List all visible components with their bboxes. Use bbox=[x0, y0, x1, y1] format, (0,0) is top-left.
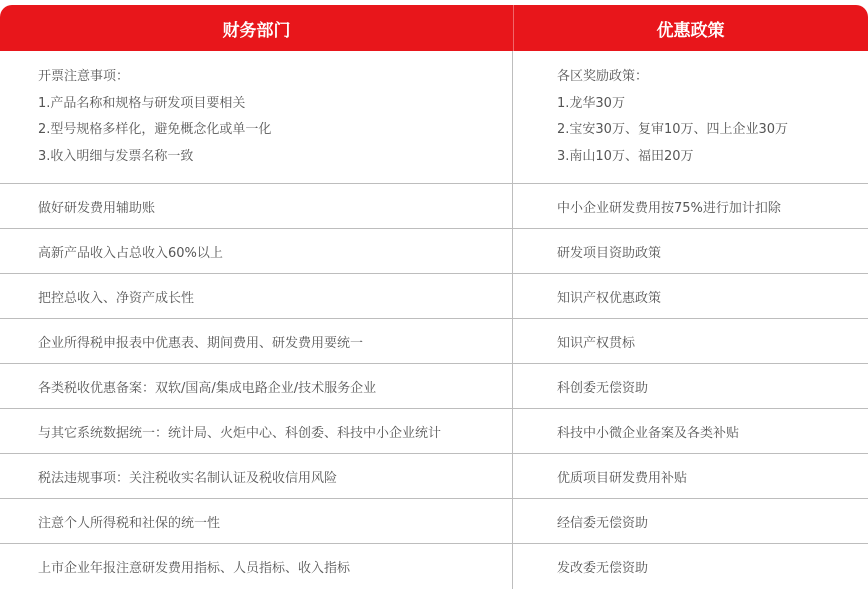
table-row bbox=[0, 544, 868, 589]
policy-cell: 科创委无偿资助 bbox=[557, 380, 649, 396]
policy-cell: 科技中小微企业备案及各类补贴 bbox=[557, 425, 740, 441]
policy-cell: 知识产权贯标 bbox=[557, 335, 636, 351]
invoice-note-item: 2.型号规格多样化，避免概念化或单一化 bbox=[38, 122, 272, 137]
invoice-note-item: 1.产品名称和规格与研发项目要相关 bbox=[38, 95, 246, 111]
table-row bbox=[0, 229, 868, 274]
table-row bbox=[0, 319, 868, 364]
header-finance-department: 财务部门 bbox=[222, 20, 291, 41]
table-row bbox=[0, 499, 868, 544]
policy-cell: 中小企业研发费用按75%进行加计扣除 bbox=[557, 200, 781, 216]
district-rewards-title: 各区奖励政策： bbox=[557, 69, 649, 84]
finance-cell: 税法违规事项：关注税收实名制认证及税收信用风险 bbox=[0, 454, 513, 498]
table-row bbox=[0, 364, 868, 409]
finance-cell: 上市企业年报注意研发费用指标、人员指标、收入指标 bbox=[0, 544, 513, 589]
finance-cell: 把控总收入、净资产成长性 bbox=[0, 274, 513, 318]
policy-table bbox=[0, 5, 868, 589]
district-reward-item: 2.宝安30万、复审10万、四上企业30万 bbox=[557, 122, 789, 137]
district-rewards bbox=[557, 64, 788, 170]
table-row bbox=[0, 274, 868, 319]
policy-cell bbox=[513, 51, 868, 183]
table-row bbox=[0, 409, 868, 454]
policy-cell: 研发项目资助政策 bbox=[557, 245, 662, 261]
table-body bbox=[0, 51, 868, 589]
district-reward-item: 1.龙华30万 bbox=[557, 95, 625, 111]
policy-cell: 知识产权优惠政策 bbox=[557, 290, 662, 306]
table-row bbox=[0, 51, 868, 184]
policy-cell: 优质项目研发费用补贴 bbox=[557, 470, 688, 486]
table-row bbox=[0, 454, 868, 499]
finance-cell: 各类税收优惠备案：双软/国高/集成电路企业/技术服务企业 bbox=[0, 364, 513, 408]
header-divider bbox=[513, 5, 514, 51]
table-row bbox=[0, 184, 868, 229]
invoice-notes-title: 开票注意事项： bbox=[38, 69, 130, 84]
finance-cell: 企业所得税申报表中优惠表、期间费用、研发费用要统一 bbox=[0, 319, 513, 363]
finance-cell: 高新产品收入占总收入60%以上 bbox=[0, 229, 513, 273]
district-reward-item: 3.南山10万、福田20万 bbox=[557, 148, 694, 164]
table-header bbox=[0, 5, 868, 51]
policy-cell: 发改委无偿资助 bbox=[557, 561, 649, 576]
invoice-notes bbox=[38, 64, 271, 170]
finance-cell: 与其它系统数据统一：统计局、火炬中心、科创委、科技中小企业统计 bbox=[0, 409, 513, 453]
invoice-note-item: 3.收入明细与发票名称一致 bbox=[38, 148, 194, 164]
finance-cell: 注意个人所得税和社保的统一性 bbox=[0, 499, 513, 543]
finance-cell bbox=[0, 51, 513, 183]
policy-cell: 经信委无偿资助 bbox=[557, 515, 649, 531]
finance-cell: 做好研发费用辅助账 bbox=[0, 184, 513, 228]
header-preferential-policy: 优惠政策 bbox=[656, 20, 725, 41]
